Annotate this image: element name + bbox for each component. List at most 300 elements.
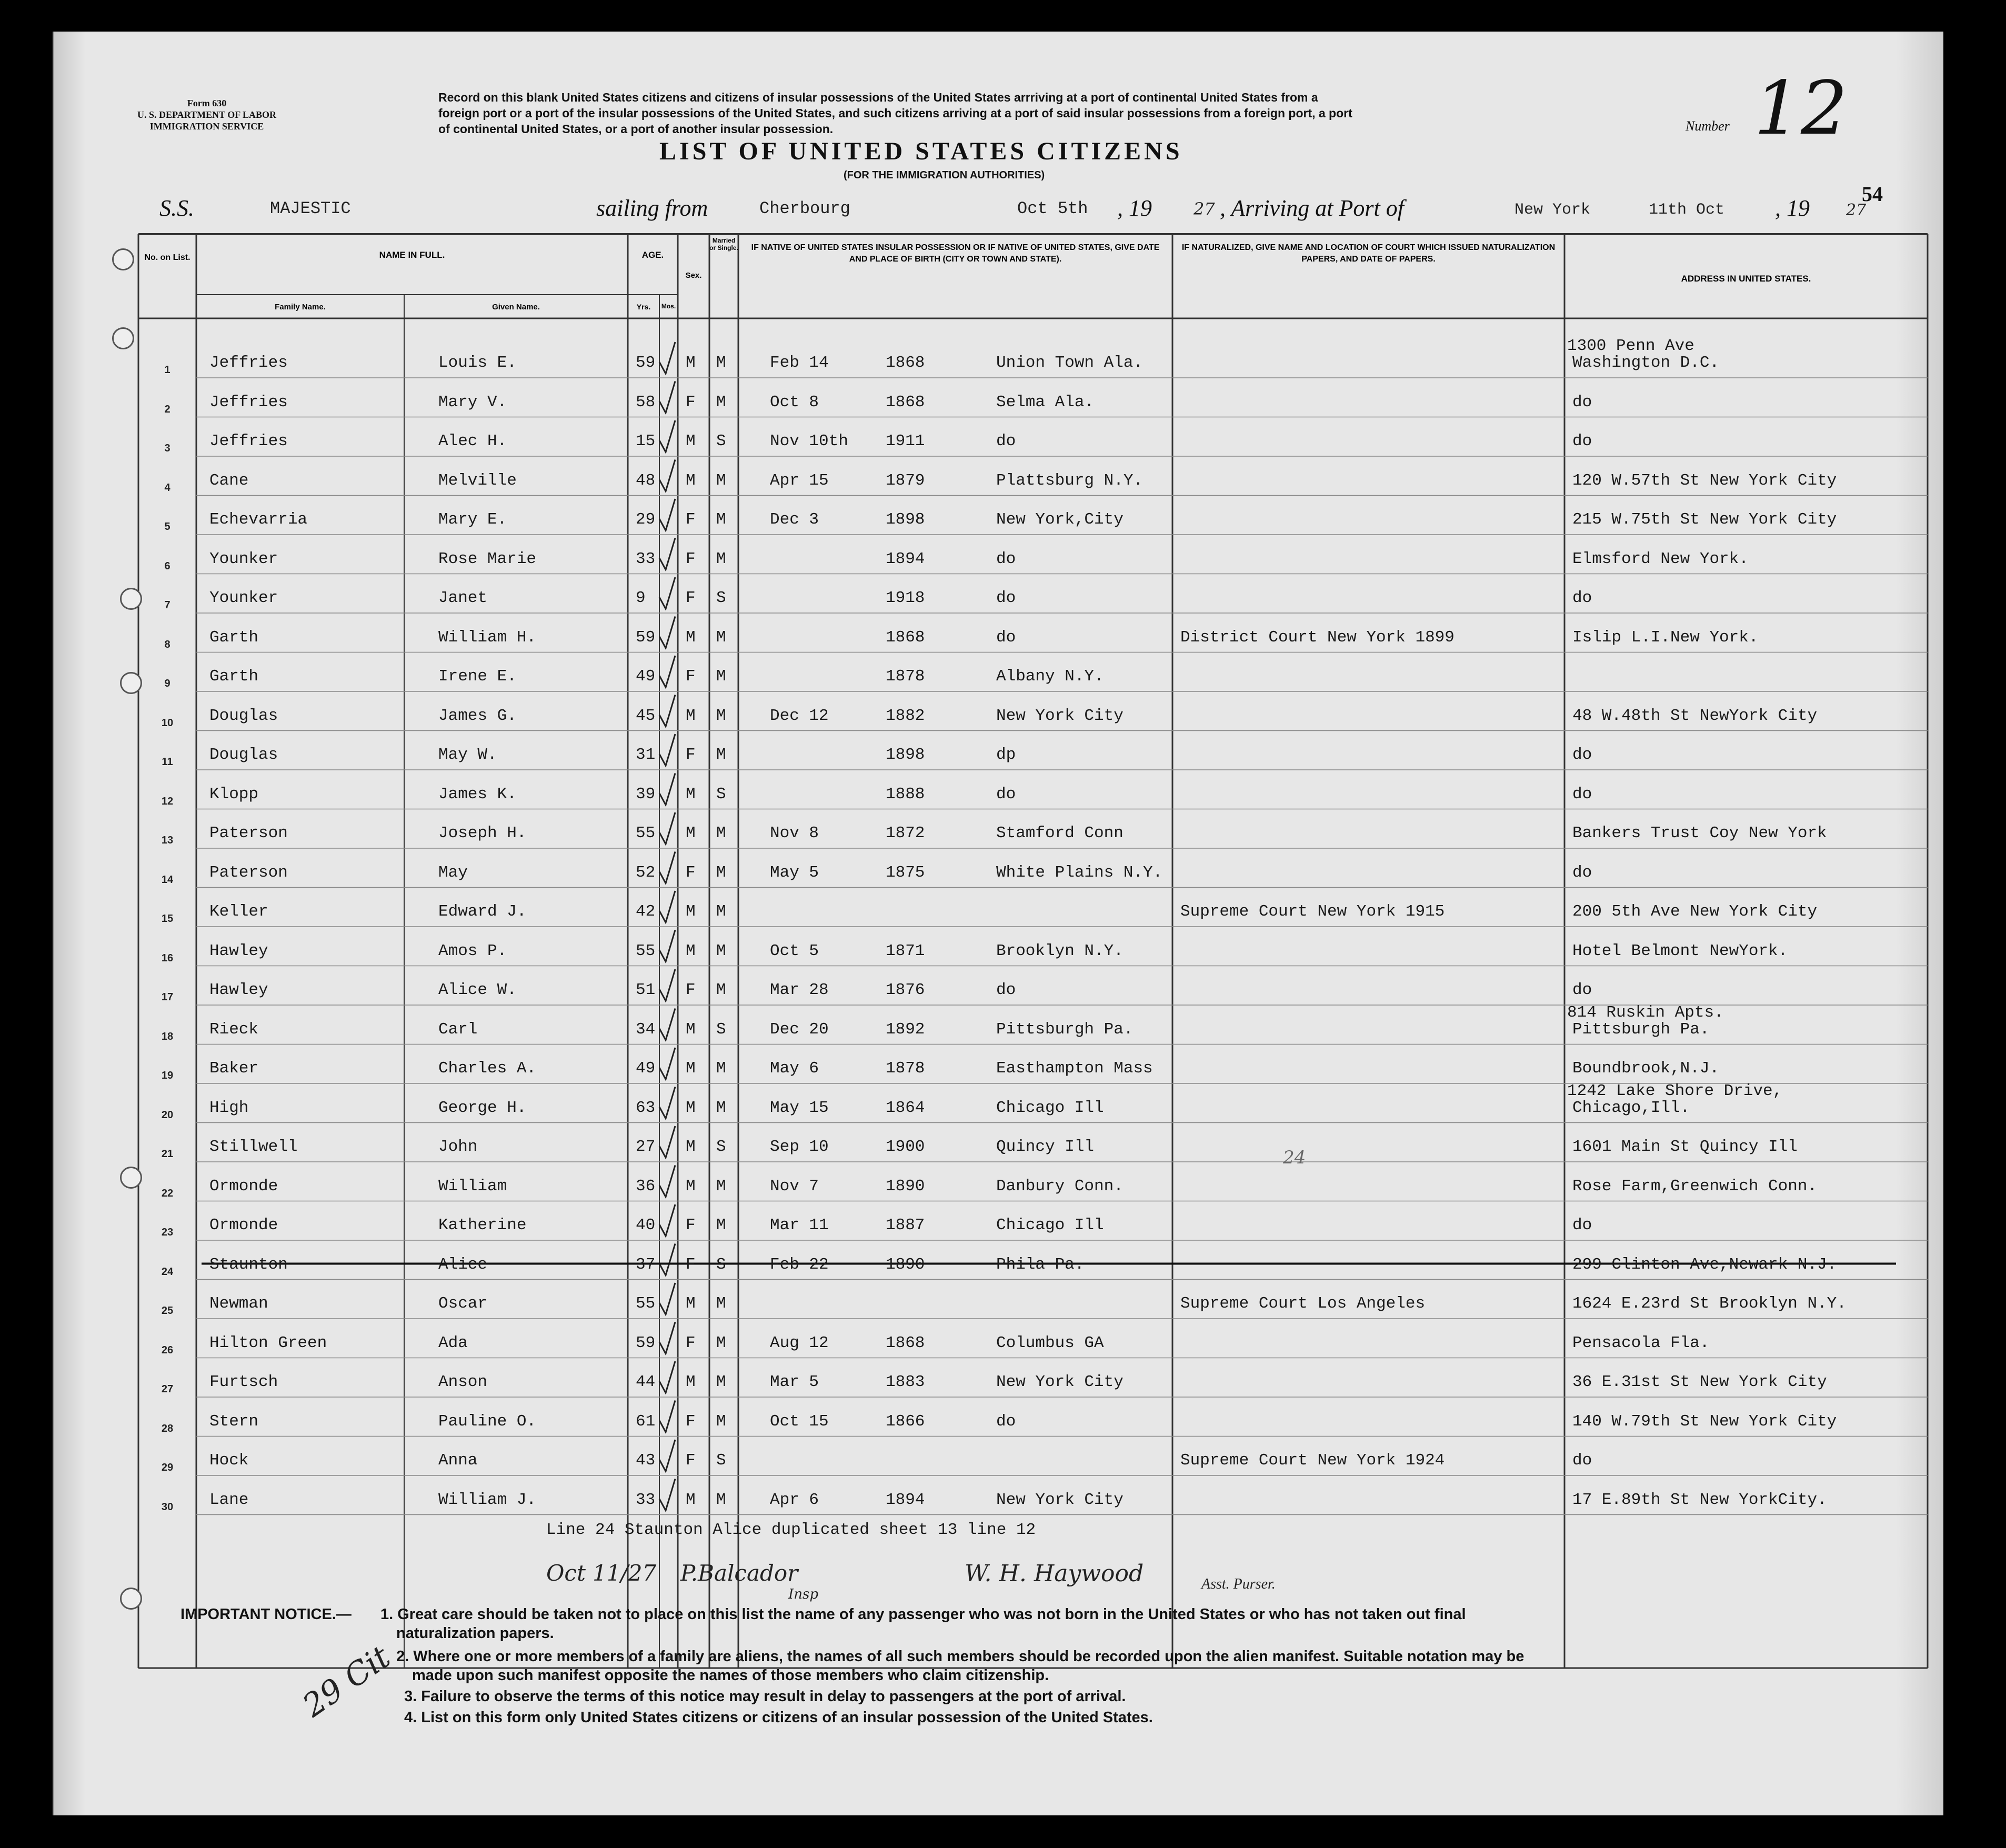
check-mark — [659, 852, 675, 883]
birth-year: 1866 — [886, 1412, 925, 1431]
check-mark — [659, 538, 675, 570]
birth-place: Selma Ala. — [996, 393, 1095, 411]
port-to: New York — [1514, 201, 1591, 219]
marital-status: M — [716, 667, 726, 686]
sex: F — [686, 863, 696, 882]
given-name: Alice — [438, 1255, 488, 1274]
family-name: Douglas — [209, 706, 278, 725]
age: 42 — [636, 902, 656, 921]
marital-status: S — [716, 589, 726, 607]
marital-status: S — [716, 1020, 726, 1039]
sex: M — [686, 824, 696, 842]
birth-place: Quincy Ill — [996, 1138, 1095, 1156]
birth-date: Feb 14 — [770, 354, 829, 372]
given-name: Rose Marie — [438, 549, 537, 568]
family-name: Stern — [209, 1412, 259, 1431]
age: 37 — [636, 1255, 656, 1274]
check-mark — [659, 695, 675, 727]
birth-place: Stamford Conn — [996, 824, 1124, 842]
department: U. S. DEPARTMENT OF LABOR — [137, 109, 277, 120]
marital-status: S — [716, 432, 726, 450]
age: 44 — [636, 1373, 656, 1391]
family-name: Lane — [209, 1490, 249, 1509]
check-mark — [659, 891, 675, 922]
birth-place: New York City — [996, 1490, 1124, 1509]
birth-place: do — [996, 589, 1016, 607]
address-line-1: 1242 Lake Shore Drive, — [1567, 1081, 1783, 1100]
header-age: AGE. — [641, 250, 664, 260]
age: 59 — [636, 628, 656, 647]
depart-date: Oct 5th — [1017, 199, 1088, 218]
marital-status: M — [716, 1333, 726, 1352]
marital-status: M — [716, 1098, 726, 1117]
row-number: 19 — [161, 1070, 174, 1081]
birth-date: Oct 8 — [770, 393, 819, 411]
family-name: Douglas — [209, 746, 278, 764]
marital-status: M — [716, 471, 726, 490]
family-name: Jeffries — [209, 393, 288, 411]
check-mark — [659, 1283, 675, 1314]
row-number: 28 — [161, 1422, 174, 1434]
header-birth: IF NATIVE OF UNITED STATES INSULAR POSSESSION OR IF NATIVE OF UNITED STATES, GIVE DATE AND PLACE OF BIRTH (CITY OR TOWN AND STATE). — [751, 243, 1160, 264]
birth-year: 1898 — [886, 510, 925, 529]
given-name: Anson — [438, 1373, 488, 1391]
birth-place: Plattsburg N.Y. — [996, 471, 1144, 490]
address: Pensacola Fla. — [1572, 1333, 1710, 1352]
check-mark — [659, 734, 675, 766]
sex: F — [686, 1412, 696, 1431]
notice-3: 3. Failure to observe the terms of this notice may result in delay to passengers at the port of arrival. — [404, 1688, 1126, 1705]
birth-date: Apr 6 — [770, 1490, 819, 1509]
purser-signature: W. H. Haywood — [965, 1560, 1144, 1587]
sex: F — [686, 667, 696, 686]
check-mark — [659, 1087, 675, 1119]
record-line-1: Record on this blank United States citizens and citizens of insular possessions of the United States arrriving at a port of continental United States from a — [438, 91, 1318, 104]
sex: F — [686, 510, 696, 529]
birth-place: Brooklyn N.Y. — [996, 941, 1124, 960]
age: 36 — [636, 1177, 656, 1196]
naturalization-court: Supreme Court Los Angeles — [1180, 1294, 1426, 1313]
margin-note: 29 Cit — [296, 1639, 397, 1725]
marital-status: M — [716, 1177, 726, 1196]
marital-status: M — [716, 1373, 726, 1391]
notice-2a: 2. Where one or more members of a family are aliens, the names of all such members should be recorded upon the alien manifest. Suitable notation may be — [396, 1648, 1524, 1665]
row-number: 16 — [161, 952, 174, 964]
page-number: 54 — [1862, 182, 1883, 206]
header-no: No. on List. — [144, 253, 190, 262]
birth-date: Mar 28 — [770, 981, 829, 999]
address-line-1: 1300 Penn Ave — [1567, 337, 1694, 355]
birth-year: 1868 — [886, 354, 925, 372]
address: Boundbrook,N.J. — [1572, 1059, 1720, 1078]
birth-year: 1918 — [886, 589, 925, 607]
age: 61 — [636, 1412, 656, 1431]
given-name: Louis E. — [438, 354, 517, 372]
check-mark — [659, 969, 675, 1001]
family-name: Garth — [209, 628, 259, 647]
header-name-in-full: NAME IN FULL. — [379, 250, 445, 260]
row-number: 25 — [161, 1305, 174, 1317]
family-name: Ormonde — [209, 1216, 278, 1234]
birth-year: 1878 — [886, 1059, 925, 1078]
marital-status: M — [716, 1059, 726, 1078]
address: do — [1572, 1451, 1592, 1470]
marital-status: S — [716, 1255, 726, 1274]
binder-hole — [120, 588, 142, 610]
birth-year: 1890 — [886, 1177, 925, 1196]
row-number: 20 — [161, 1109, 174, 1121]
marital-status: M — [716, 981, 726, 999]
family-name: High — [209, 1098, 249, 1117]
age: 40 — [636, 1216, 656, 1234]
row-number: 3 — [164, 443, 170, 454]
family-name: Newman — [209, 1294, 268, 1313]
birth-place: Columbus GA — [996, 1333, 1104, 1352]
check-mark — [659, 499, 675, 530]
row-number: 24 — [161, 1266, 174, 1278]
row-number: 2 — [164, 403, 170, 415]
row-number: 11 — [162, 756, 173, 768]
row-number: 29 — [161, 1462, 174, 1473]
birth-year: 1887 — [886, 1216, 925, 1234]
page-title: LIST OF UNITED STATES CITIZENS — [659, 137, 1183, 165]
check-mark — [659, 460, 675, 491]
birth-year: 1898 — [886, 746, 925, 764]
sex: M — [686, 902, 696, 921]
row-number: 26 — [161, 1344, 174, 1356]
address: 36 E.31st St New York City — [1572, 1373, 1827, 1391]
birth-date: Nov 7 — [770, 1177, 819, 1196]
birth-date: Aug 12 — [770, 1333, 829, 1352]
birth-year: 1876 — [886, 981, 925, 999]
age: 43 — [636, 1451, 656, 1470]
check-mark — [659, 1009, 675, 1040]
inspector-signature: P.Balcador — [680, 1560, 798, 1586]
check-mark — [659, 617, 675, 648]
family-name: Hock — [209, 1451, 249, 1470]
family-name: Younker — [209, 589, 278, 607]
age: 15 — [636, 432, 656, 450]
row-number: 13 — [161, 835, 174, 846]
binder-hole — [120, 1588, 142, 1610]
birth-date: Sep 10 — [770, 1138, 829, 1156]
marital-status: S — [716, 1138, 726, 1156]
birth-place: Pittsburgh Pa. — [996, 1020, 1134, 1039]
birth-date: Apr 15 — [770, 471, 829, 490]
birth-date: Nov 8 — [770, 824, 819, 842]
row-number: 12 — [161, 795, 174, 807]
birth-date: May 15 — [770, 1098, 829, 1117]
given-name: William — [438, 1177, 507, 1196]
birth-year: 1868 — [886, 628, 925, 647]
row-number: 18 — [161, 1030, 174, 1042]
service: IMMIGRATION SERVICE — [149, 121, 264, 132]
age: 49 — [636, 1059, 656, 1078]
given-name: Melville — [438, 471, 517, 490]
header-naturalized: IF NATURALIZED, GIVE NAME AND LOCATION OF COURT WHICH ISSUED NATURALIZATION PAPERS, AND DATE OF PAPERS. — [1181, 243, 1556, 264]
address: 17 E.89th St New YorkCity. — [1572, 1490, 1827, 1509]
birth-place: Chicago Ill — [996, 1216, 1104, 1234]
given-name: Edward J. — [438, 902, 527, 921]
sex: M — [686, 1373, 696, 1391]
depart-year-prefix: , 19 — [1117, 195, 1152, 221]
birth-place: do — [996, 628, 1016, 647]
age: 31 — [636, 746, 656, 764]
notice-1b: naturalization papers. — [396, 1625, 554, 1642]
address: do — [1572, 863, 1592, 882]
notice-1a: 1. Great care should be taken not to place on this list the name of any passenger who was not born in the United States or who has not taken out final — [380, 1606, 1466, 1623]
marital-status: S — [716, 1451, 726, 1470]
family-name: Klopp — [209, 785, 259, 804]
arrive-year-prefix: , 19 — [1775, 195, 1810, 221]
given-name: May W. — [438, 746, 497, 764]
sex: M — [686, 1059, 696, 1078]
address: 1624 E.23rd St Brooklyn N.Y. — [1572, 1294, 1847, 1313]
birth-year: 1868 — [886, 1333, 925, 1352]
given-name: Pauline O. — [438, 1412, 537, 1431]
check-mark — [659, 774, 675, 805]
row-number: 9 — [164, 678, 170, 689]
ss-label: S.S. — [159, 195, 194, 221]
marital-status: M — [716, 549, 726, 568]
sex: F — [686, 1216, 696, 1234]
age: 52 — [636, 863, 656, 882]
family-name: Hawley — [209, 981, 268, 999]
record-line-3: of continental United States, or a port of another insular possession. — [438, 122, 834, 136]
family-name: Baker — [209, 1059, 259, 1078]
check-mark — [659, 1440, 675, 1471]
address: 48 W.48th St NewYork City — [1572, 706, 1818, 725]
purser-title: Asst. Purser. — [1201, 1576, 1276, 1592]
age: 55 — [636, 941, 656, 960]
birth-place: dp — [996, 746, 1016, 764]
binder-hole — [120, 1167, 142, 1189]
notice-heading: IMPORTANT NOTICE.— — [180, 1606, 352, 1623]
address: 215 W.75th St New York City — [1572, 510, 1837, 529]
marital-status: M — [716, 1216, 726, 1234]
marital-status: M — [716, 941, 726, 960]
marital-status: M — [716, 354, 726, 372]
given-name: George H. — [438, 1098, 527, 1117]
table-grid — [54, 32, 1943, 1815]
given-name: William H. — [438, 628, 537, 647]
naturalization-court: District Court New York 1899 — [1180, 628, 1455, 647]
family-name: Staunton — [209, 1255, 288, 1274]
row-number: 8 — [164, 638, 170, 650]
address: Pittsburgh Pa. — [1572, 1020, 1710, 1039]
address: 200 5th Ave New York City — [1572, 902, 1818, 921]
family-name: Paterson — [209, 863, 288, 882]
sex: F — [686, 549, 696, 568]
address: Hotel Belmont NewYork. — [1572, 941, 1788, 960]
given-name: May — [438, 863, 468, 882]
address: do — [1572, 1216, 1592, 1234]
birth-date: Mar 11 — [770, 1216, 829, 1234]
sheet-number: 12 — [1754, 66, 1848, 152]
sex: M — [686, 1294, 696, 1313]
age: 59 — [636, 1333, 656, 1352]
row-number: 22 — [161, 1187, 174, 1199]
marital-status: M — [716, 628, 726, 647]
sex: M — [686, 471, 696, 490]
check-mark — [659, 1204, 675, 1236]
given-name: Mary E. — [438, 510, 507, 529]
address: 140 W.79th St New York City — [1572, 1412, 1837, 1431]
sex: M — [686, 432, 696, 450]
sailing-from-label: sailing from — [596, 195, 708, 221]
family-name: Echevarria — [209, 510, 308, 529]
sex: M — [686, 1020, 696, 1039]
sex: M — [686, 1138, 696, 1156]
row-number: 1 — [164, 364, 170, 376]
family-name: Jeffries — [209, 354, 288, 372]
birth-date: Dec 12 — [770, 706, 829, 725]
given-name: William J. — [438, 1490, 537, 1509]
birth-year: 1894 — [886, 1490, 925, 1509]
birth-place: Chicago Ill — [996, 1098, 1104, 1117]
notice-4: 4. List on this form only United States citizens or citizens of an insular possession of the United States. — [404, 1709, 1153, 1726]
marital-status: M — [716, 393, 726, 411]
birth-year: 1879 — [886, 471, 925, 490]
given-name: James G. — [438, 706, 517, 725]
given-name: Joseph H. — [438, 824, 527, 842]
age: 33 — [636, 549, 656, 568]
header-sex: Sex. — [685, 271, 702, 280]
notice-2b: made upon such manifest opposite the names of those members who claim citizenship. — [412, 1667, 1049, 1684]
check-mark — [659, 812, 675, 844]
birth-year: 1892 — [886, 1020, 925, 1039]
sex: F — [686, 589, 696, 607]
signature-date: Oct 11/27 — [546, 1560, 657, 1586]
given-name: Oscar — [438, 1294, 488, 1313]
check-mark — [659, 1048, 675, 1079]
age: 58 — [636, 393, 656, 411]
header-family-name: Family Name. — [275, 303, 326, 312]
age: 55 — [636, 1294, 656, 1313]
birth-place: Easthampton Mass — [996, 1059, 1153, 1078]
address: do — [1572, 393, 1592, 411]
birth-date: Dec 20 — [770, 1020, 829, 1039]
family-name: Jeffries — [209, 432, 288, 450]
address: do — [1572, 589, 1592, 607]
family-name: Cane — [209, 471, 249, 490]
age: 51 — [636, 981, 656, 999]
header-yrs: Yrs. — [636, 303, 651, 311]
marital-status: M — [716, 1294, 726, 1313]
birth-place: New York City — [996, 1373, 1124, 1391]
birth-year: 1911 — [886, 432, 925, 450]
birth-year: 1871 — [886, 941, 925, 960]
marital-status: M — [716, 510, 726, 529]
given-name: Alec H. — [438, 432, 507, 450]
given-name: Katherine — [438, 1216, 527, 1234]
birth-date: May 5 — [770, 863, 819, 882]
row-number: 7 — [164, 599, 170, 611]
address: Islip L.I.New York. — [1572, 628, 1759, 647]
address: Rose Farm,Greenwich Conn. — [1572, 1177, 1818, 1196]
birth-place: New York City — [996, 706, 1124, 725]
address: Chicago,Ill. — [1572, 1098, 1690, 1117]
row-number: 23 — [161, 1227, 174, 1238]
check-mark — [659, 1361, 675, 1393]
family-name: Ormonde — [209, 1177, 278, 1196]
binder-hole — [120, 672, 142, 694]
birth-place: White Plains N.Y. — [996, 863, 1163, 882]
binder-hole — [112, 327, 134, 349]
given-name: Irene E. — [438, 667, 517, 686]
family-name: Hilton Green — [209, 1333, 327, 1352]
birth-year: 1878 — [886, 667, 925, 686]
given-name: Ada — [438, 1333, 468, 1352]
family-name: Younker — [209, 549, 278, 568]
address: Elmsford New York. — [1572, 549, 1749, 568]
row-number: 30 — [161, 1501, 174, 1513]
header-given-name: Given Name. — [492, 303, 540, 312]
check-mark — [659, 1479, 675, 1511]
marital-status: S — [716, 785, 726, 804]
given-name: James K. — [438, 785, 517, 804]
birth-place: do — [996, 549, 1016, 568]
family-name: Keller — [209, 902, 268, 921]
age: 63 — [636, 1098, 656, 1117]
arriving-label: , Arriving at Port of — [1220, 195, 1404, 221]
given-name: Carl — [438, 1020, 478, 1039]
birth-year: 1894 — [886, 549, 925, 568]
arrive-year: 27 — [1846, 201, 1867, 219]
age: 34 — [636, 1020, 656, 1039]
birth-place: Danbury Conn. — [996, 1177, 1124, 1196]
birth-place: do — [996, 1412, 1016, 1431]
naturalization-court: Supreme Court New York 1924 — [1180, 1451, 1445, 1470]
marital-status: M — [716, 902, 726, 921]
age: 39 — [636, 785, 656, 804]
marital-status: M — [716, 706, 726, 725]
age: 27 — [636, 1138, 656, 1156]
sex: M — [686, 706, 696, 725]
birth-year: 1900 — [886, 1138, 925, 1156]
birth-date: Mar 5 — [770, 1373, 819, 1391]
birth-place: Phila Pa. — [996, 1255, 1085, 1274]
sex: F — [686, 1333, 696, 1352]
birth-year: 1875 — [886, 863, 925, 882]
row-number: 4 — [164, 481, 170, 494]
given-name: Charles A. — [438, 1059, 537, 1078]
given-name: Mary V. — [438, 393, 507, 411]
address: 1601 Main St Quincy Ill — [1572, 1138, 1798, 1156]
address: 120 W.57th St New York City — [1572, 471, 1837, 490]
age: 55 — [636, 824, 656, 842]
footnote: Line 24 Staunton Alice duplicated sheet 13 line 12 — [546, 1521, 1036, 1539]
address: do — [1572, 432, 1592, 450]
row-number: 6 — [164, 560, 170, 572]
family-name: Furtsch — [209, 1373, 278, 1391]
given-name: Amos P. — [438, 941, 507, 960]
naturalization-court: Supreme Court New York 1915 — [1180, 902, 1445, 921]
birth-year: 1883 — [886, 1373, 925, 1391]
age: 9 — [636, 589, 646, 607]
binder-hole — [112, 248, 134, 270]
birth-place: Union Town Ala. — [996, 354, 1144, 372]
sex: M — [686, 628, 696, 647]
sex: F — [686, 1451, 696, 1470]
check-mark — [659, 342, 675, 374]
age: 48 — [636, 471, 656, 490]
number-label: Number — [1686, 118, 1730, 134]
birth-place: Albany N.Y. — [996, 667, 1104, 686]
row-number: 15 — [161, 913, 174, 925]
marital-status: M — [716, 824, 726, 842]
address: Washington D.C. — [1572, 354, 1720, 372]
